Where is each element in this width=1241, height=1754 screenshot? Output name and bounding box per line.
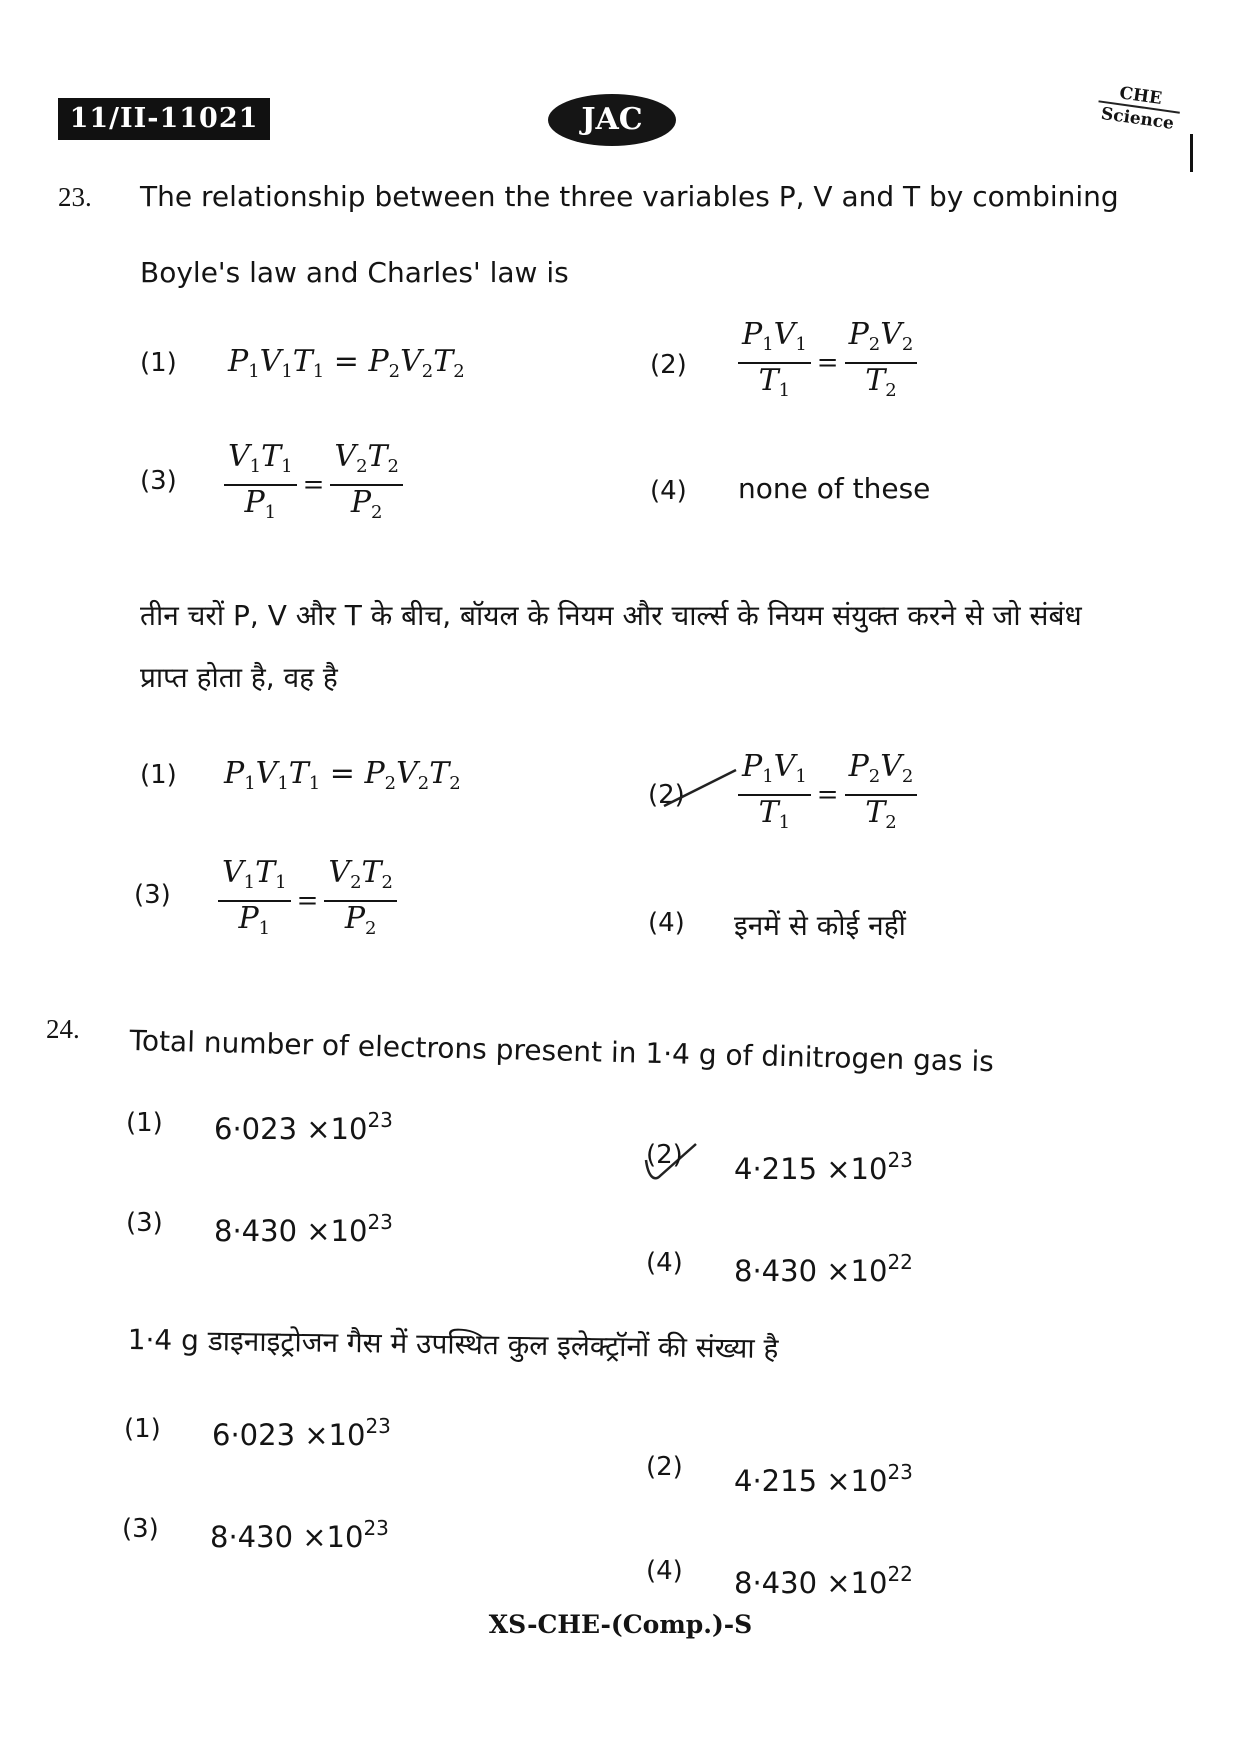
- question-23-line2: Boyle's law and Charles' law is: [140, 256, 569, 289]
- q24-option-1-mantissa: 6·023: [214, 1112, 298, 1146]
- board-logo: JAC: [548, 94, 676, 146]
- q24-option-4-label: (4): [646, 1248, 683, 1278]
- q24-hi-option-3-mantissa: 8·430: [210, 1520, 294, 1554]
- q24-hi-option-2-mantissa: 4·215: [734, 1464, 818, 1498]
- question-24-hindi-text: 1·4 g डाइनाइट्रोजन गैस में उपस्थित कुल इलेक्ट्रॉनों की संख्या है: [127, 1322, 779, 1366]
- q24-hi-option-4-value: [734, 1562, 913, 1600]
- q24-hi-option-4-label: (4): [646, 1556, 683, 1586]
- q24-hi-option-2-exponent: 23: [887, 1460, 913, 1484]
- q23-option-3-formula: $\frac{V_1T_1}{P_1}$ = $\frac{V_2T_2}{P_2}$: [224, 440, 403, 530]
- q23-hi-option-2-formula: $\frac{P_1V_1}{T_1}$ = $\frac{P_2V_2}{T_2}$: [738, 750, 917, 840]
- subject-stamp: [1095, 81, 1182, 136]
- q24-option-3-value: [214, 1210, 393, 1248]
- q24-hi-option-2-label: (2): [646, 1452, 683, 1482]
- q24-hi-option-4-mantissa: 8·430: [734, 1566, 818, 1600]
- q24-option-3-times: ×10: [306, 1214, 368, 1248]
- q24-hi-option-2-value: [734, 1460, 913, 1498]
- q23-hi-option-1-formula: $P_1V_1T_1 = P_2V_2T_2$: [224, 756, 461, 794]
- q24-hi-option-1-mantissa: 6·023: [212, 1418, 296, 1452]
- q24-option-1-times: ×10: [306, 1112, 368, 1146]
- stamp-stream: Science: [1099, 103, 1176, 134]
- q23-option-2-formula: $\frac{P_1V_1}{T_1}$ = $\frac{P_2V_2}{T_2}$: [738, 318, 917, 408]
- q24-option-2-mantissa: 4·215: [734, 1152, 818, 1186]
- question-number-23: 23.: [58, 182, 92, 212]
- q24-hi-option-1-exponent: 23: [365, 1414, 391, 1438]
- q24-option-3-mantissa: 8·430: [214, 1214, 298, 1248]
- question-23-line1: The relationship between the three variables P, V and T by combining: [140, 180, 1119, 213]
- q24-option-4-mantissa: 8·430: [734, 1254, 818, 1288]
- q24-hi-option-3-label: (3): [122, 1514, 159, 1544]
- q23-hi-option-2-label: (2): [648, 780, 685, 810]
- question-23-hindi-line1: तीन चरों P, V और T के बीच, बॉयल के नियम और चार्ल्स के नियम संयुक्त करने से जो संबंध: [140, 599, 1082, 632]
- question-number-24: 24.: [46, 1014, 80, 1044]
- q23-hi-option-4-label: (4): [648, 908, 685, 938]
- paper-footer-code: XS-CHE-(Comp.)-S: [488, 1610, 753, 1639]
- q24-option-4-value: [734, 1250, 913, 1288]
- q24-hi-option-4-exponent: 22: [887, 1562, 913, 1586]
- q24-hi-option-3-exponent: 23: [363, 1516, 389, 1540]
- q23-option-3-label: (3): [140, 466, 177, 496]
- q24-hi-option-3-times: ×10: [302, 1520, 364, 1554]
- q24-option-1-label: (1): [126, 1108, 163, 1138]
- q23-hi-option-3-formula: $\frac{V_1T_1}{P_1}$ = $\frac{V_2T_2}{P_2}$: [218, 856, 397, 946]
- q23-hi-option-4-text: इनमें से कोई नहीं: [734, 909, 906, 942]
- q23-option-1-formula: $P_1V_1T_1 = P_2V_2T_2$: [228, 344, 465, 382]
- q24-option-3-exponent: 23: [367, 1210, 393, 1234]
- q23-option-1-label: (1): [140, 348, 177, 378]
- q24-option-4-exponent: 22: [887, 1250, 913, 1274]
- stamp-subject-code: CHE: [1098, 81, 1182, 114]
- q24-hi-option-4-times: ×10: [826, 1566, 888, 1600]
- answer-slash-mark: [660, 766, 740, 810]
- q24-option-2-value: [734, 1148, 913, 1186]
- q24-option-2-times: ×10: [826, 1152, 888, 1186]
- q23-hi-option-3-label: (3): [134, 880, 171, 910]
- q24-option-1-exponent: 23: [367, 1108, 393, 1132]
- q24-option-2-exponent: 23: [887, 1148, 913, 1172]
- q24-option-1-value: [214, 1108, 393, 1146]
- q23-option-4-label: (4): [650, 476, 687, 506]
- q24-hi-option-1-label: (1): [124, 1414, 161, 1444]
- q24-option-4-times: ×10: [826, 1254, 888, 1288]
- q24-hi-option-1-times: ×10: [304, 1418, 366, 1452]
- question-23-hindi-line2: प्राप्त होता है, वह है: [140, 661, 338, 694]
- q23-option-2-label: (2): [650, 350, 687, 380]
- q24-option-3-label: (3): [126, 1208, 163, 1238]
- margin-mark: [1190, 134, 1193, 172]
- q24-hi-option-3-value: [210, 1516, 389, 1554]
- q23-hi-option-1-label: (1): [140, 760, 177, 790]
- q24-hi-option-1-value: [212, 1414, 391, 1452]
- question-24-text: Total number of electrons present in 1·4 g of dinitrogen gas is: [129, 1024, 995, 1079]
- paper-code: 11/II-11021: [58, 98, 270, 140]
- q23-option-4-text: none of these: [738, 472, 931, 505]
- q24-hi-option-2-times: ×10: [826, 1464, 888, 1498]
- q24-option-2-label: (2): [646, 1140, 683, 1170]
